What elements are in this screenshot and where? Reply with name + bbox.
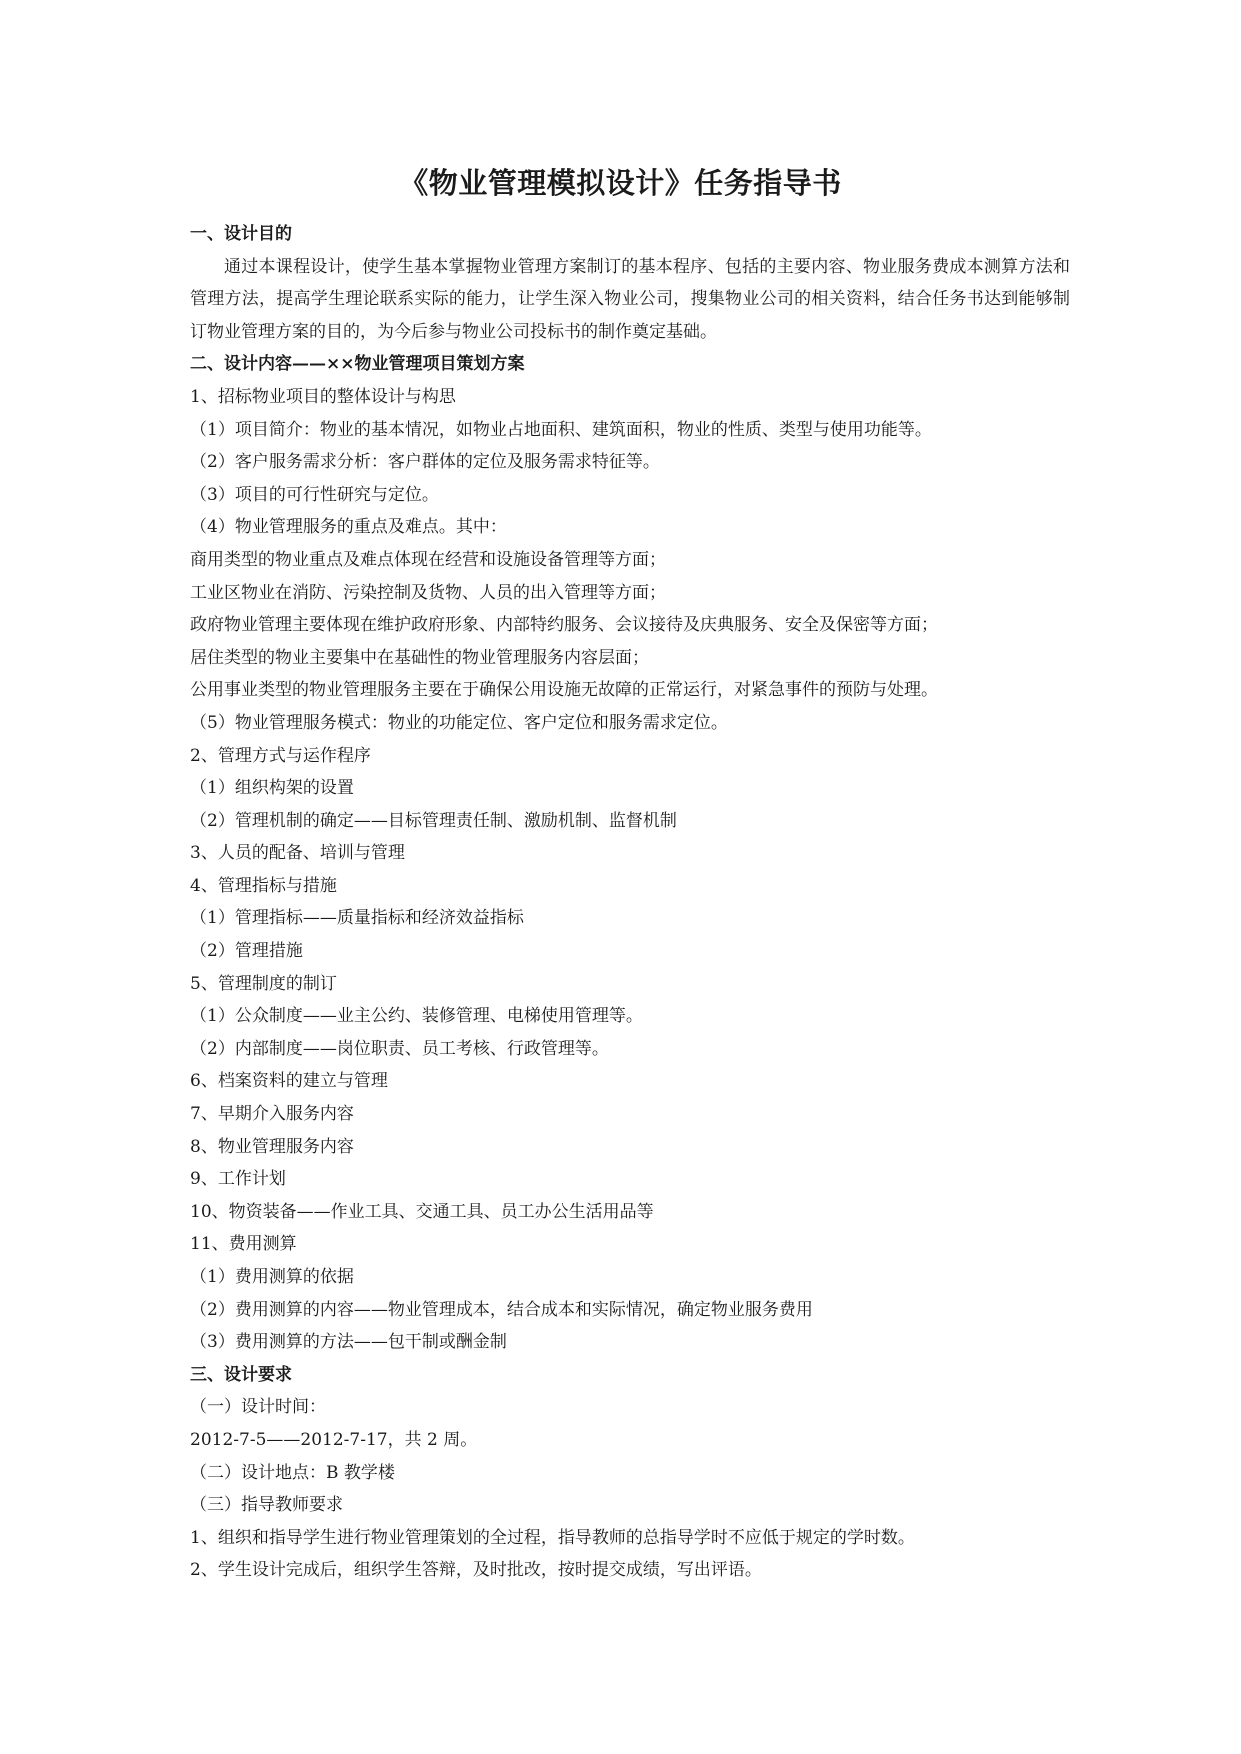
body-paragraph: 通过本课程设计，使学生基本掌握物业管理方案制订的基本程序、包括的主要内容、物业服务费成本测算方法和管理方法，提高学生理论联系实际的能力，让学生深入物业公司，搜集物业公司的相关资料，结合任务书达到能够制订物业管理方案的目的，为今后参与物业公司投标书的制作奠定基础。 [190,256,1070,342]
section-heading: 一、设计目的 [190,224,292,244]
body-line: （1）费用测算的依据 [190,1267,354,1287]
body-line: 3、人员的配备、培训与管理 [190,843,405,864]
body-line: 工业区物业在消防、污染控制及货物、人员的出入管理等方面； [190,582,666,603]
body-line: （5）物业管理服务模式：物业的功能定位、客户定位和服务需求定位。 [190,712,728,733]
body-line: 8、物业管理服务内容 [190,1136,354,1157]
body-line: 2、学生设计完成后，组织学生答辩，及时批改，按时提交成绩，写出评语。 [190,1560,762,1581]
body-line: 7、早期介入服务内容 [190,1104,354,1125]
body-line: 2012-7-5——2012-7-17，共 2 周。 [190,1429,478,1450]
body-line: 公用事业类型的物业管理服务主要在于确保公用设施无故障的正常运行，对紧急事件的预防与处理。 [190,680,938,701]
body-line: （2）管理措施 [190,941,303,962]
body-line: （2）客户服务需求分析：客户群体的定位及服务需求特征等。 [190,452,660,473]
body-line: （3）费用测算的方法——包干制或酬金制 [190,1332,507,1353]
body-line: 11、费用测算 [190,1234,297,1255]
body-line: （1）项目简介：物业的基本情况，如物业占地面积、建筑面积，物业的性质、类型与使用功能等。 [190,419,932,440]
body-line: （2）费用测算的内容——物业管理成本，结合成本和实际情况，确定物业服务费用 [190,1299,813,1320]
body-line: 1、招标物业项目的整体设计与构思 [190,386,456,407]
body-line: 6、档案资料的建立与管理 [190,1071,388,1092]
body-line: （3）项目的可行性研究与定位。 [190,484,439,505]
body-line: 4、管理指标与措施 [190,875,337,896]
body-line: 政府物业管理主要体现在维护政府形象、内部特约服务、会议接待及庆典服务、安全及保密等方面； [190,615,938,636]
section-heading: 二、设计内容——××物业管理项目策划方案 [190,354,525,375]
body-line: （1）公众制度——业主公约、装修管理、电梯使用管理等。 [190,1006,643,1027]
body-line: （4）物业管理服务的重点及难点。其中： [190,517,507,538]
body-line: 10、物资装备——作业工具、交通工具、员工办公生活用品等 [190,1201,654,1222]
body-line: （1）管理指标——质量指标和经济效益指标 [190,908,524,929]
body-line: （三）指导教师要求 [190,1495,343,1516]
body-line: 5、管理制度的制订 [190,973,337,994]
document-title: 《物业管理模拟设计》任务指导书 [399,166,842,200]
body-line: 9、工作计划 [190,1169,286,1190]
body-line: （2）内部制度——岗位职责、员工考核、行政管理等。 [190,1038,609,1059]
body-line: 1、组织和指导学生进行物业管理策划的全过程，指导教师的总指导学时不应低于规定的学时数。 [190,1527,915,1548]
body-line: 2、管理方式与运作程序 [190,745,371,766]
body-line: （二）设计地点：B 教学楼 [190,1462,395,1483]
body-line: （1）组织构架的设置 [190,778,354,799]
body-line: 商用类型的物业重点及难点体现在经营和设施设备管理等方面； [190,549,666,570]
body-line: （一）设计时间： [190,1397,326,1418]
body-line: （2）管理机制的确定——目标管理责任制、激励机制、监督机制 [190,810,677,831]
section-heading: 三、设计要求 [190,1364,292,1385]
document-body [190,218,1070,1587]
body-line: 居住类型的物业主要集中在基础性的物业管理服务内容层面； [190,647,649,668]
